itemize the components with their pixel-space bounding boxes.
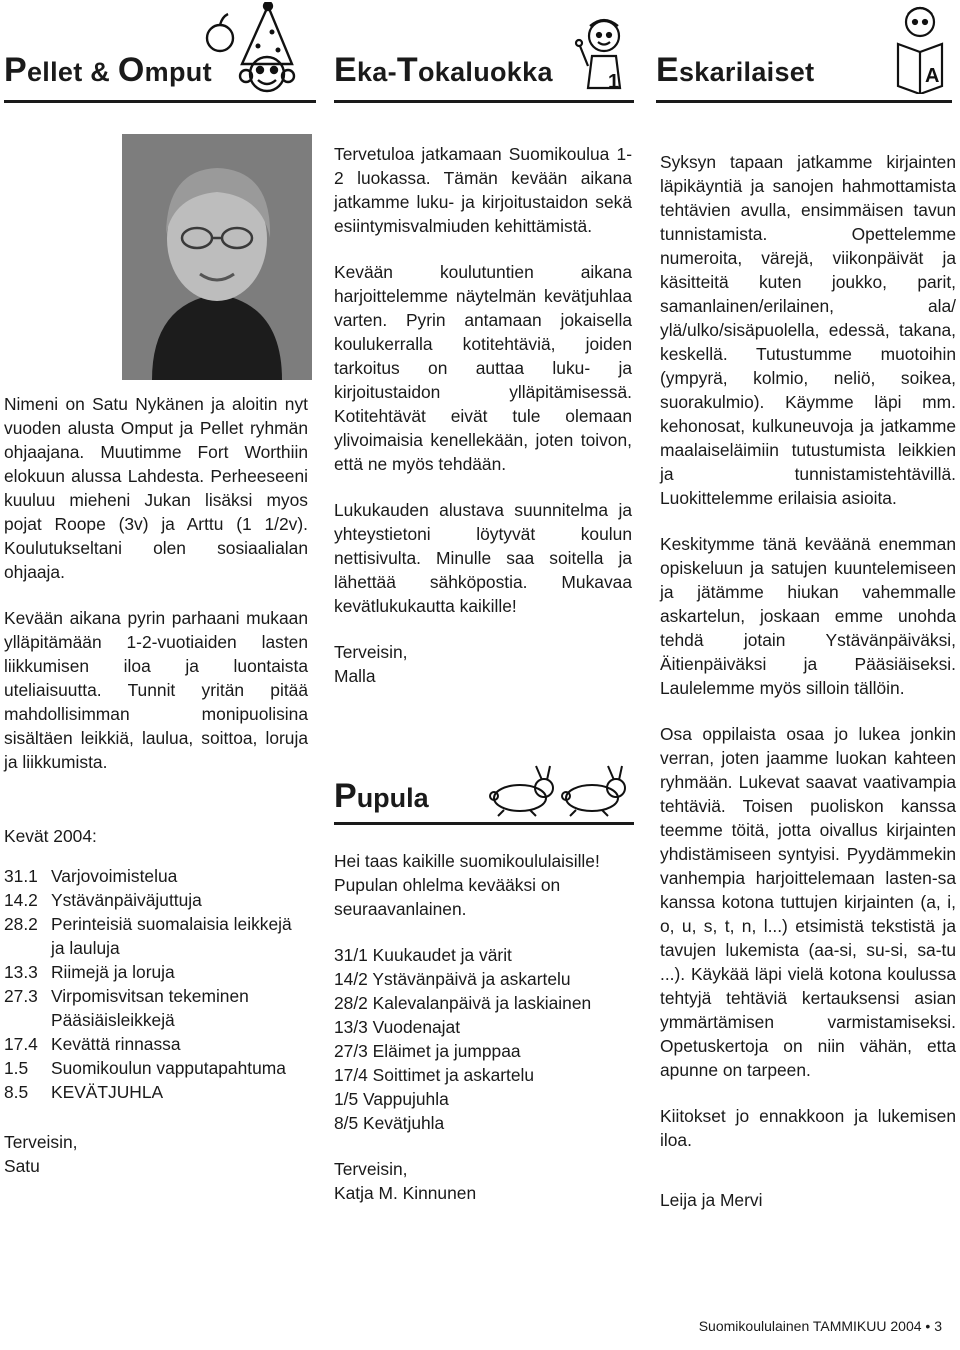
schedule-list (4, 864, 308, 1104)
schedule-date: 8.5 (4, 1082, 29, 1102)
signature: Satu (4, 1156, 40, 1176)
schedule-title: Kevät 2004: (4, 826, 97, 846)
schedule-item (4, 960, 308, 984)
pupula-schedule-list (334, 943, 634, 1135)
pupula-schedule-item: 14/2 Ystävänpäivä ja askartelu (334, 969, 571, 989)
schedule-item (4, 888, 308, 912)
greeting: Terveisin, (334, 642, 408, 662)
author-photo (122, 134, 312, 380)
schedule-date: 28.2 (4, 914, 38, 934)
schedule-date: 31.1 (4, 866, 38, 886)
signature: Leija ja Mervi (660, 1190, 763, 1210)
schedule-activity: Virpomisvitsan tekeminen Pääsiäisleikkejä (51, 986, 249, 1030)
section-title-pupula: Pupula (334, 777, 429, 815)
schedule-item (4, 864, 308, 888)
learning-paragraph: Syksyn tapaan jatkamme kirjainten läpikäyntiä ja sanojen hahmottamista tehtävien avulla, ensimmäisen tavun tunnistamista. Opettelemme numeroita, värejä, viikonpäivät ja käsitteitä kuten joukko, parit, samanlainen/erilainen, ala/ ylä/ulko/sisäpuolella, edessä, takana, keskellä. Tutustumme muotoihin (ympyrä, kolmio, neliö, soikea, suorakulmio). Käymme läpi mm. kehonosat, kulkuneuvoja ja jatkamme maalaiseläimiin tutustumista leikkien ja tunnistamistehtävillä. Luokittelemme erilaisia asioita. (660, 152, 956, 508)
child-reading-book-icon (888, 2, 952, 94)
schedule-item (4, 1080, 308, 1104)
schedule-date: 27.3 (4, 986, 38, 1006)
welcome-paragraph: Tervetuloa jatkamaan Suomikoulua 1-2 luokassa. Tämän kevään aikana jatkamme luku- ja kirjoitustaidon sekä esiintymisvalmiuden kehittämistä. (334, 144, 632, 236)
pupula-schedule-item: 17/4 Soittimet ja askartelu (334, 1065, 535, 1085)
page-footer: Suomikoululainen TAMMIKUU 2004 • 3 (698, 1318, 942, 1334)
pupula-schedule-item: 27/3 Eläimet ja jumppaa (334, 1041, 521, 1061)
schedule-item (4, 984, 308, 1032)
pupula-content (334, 849, 634, 1205)
spring-focus-paragraph: Keskitymme tänä keväänä enemman opiskeluun ja satujen kuuntelemiseen ja jätämme hiukan vahemmalle askartelun, joskaan emme unohda tehdä jotain Ystävänpäiväksi, Äitienpäiväksi ja Pääsiäiseksi. Laulelemme myös silloin tällöin. (660, 534, 956, 698)
schedule-activity: Perinteisiä suomalaisia leikkejä ja lauluja (51, 914, 292, 958)
pupula-intro: Hei taas kaikille suomikoululaisille! Pupulan ohlelma kevääksi on seuraavanlainen. (334, 851, 600, 919)
schedule-activity: Varjovoimistelua (51, 866, 178, 886)
svg-text:1: 1 (608, 71, 620, 93)
pupula-schedule-item: 28/2 Kalevalanpäivä ja laskiainen (334, 993, 592, 1013)
contact-paragraph: Lukukauden alustava suunnitelma ja yhteystietoni löytyvät koulun nettisivulta. Minulle saa soitella ja lähettää sähköpostia. Mukavaa kevätlukukautta kaikille! (334, 500, 632, 616)
schedule-item (4, 1056, 308, 1080)
homework-paragraph: Kevään koulutuntien aikana harjoittelemme näytelmän kevätjuhlaa varten. Pyrin antamaan jokaisella koulukerralla kotitehtäviä, joiden tarkoitus on auttaa luku- ja kirjoitustaidon ylläpitämisessä. Kotitehtävät eivät tule olemaan ylivoimaisia kenellekään, joten toivon, että ne myös tehdään. (334, 262, 632, 474)
pupula-schedule-item: 8/5 Kevätjuhla (334, 1113, 445, 1133)
column-eskarilaiset (660, 150, 956, 1234)
schedule-activity: Ystävänpäiväjuttuja (51, 890, 202, 910)
child-number-one-icon (570, 10, 632, 96)
section-pupula (334, 760, 634, 1227)
header-pupula (334, 760, 634, 825)
pupula-schedule-item: 31/1 Kuukaudet ja värit (334, 945, 512, 965)
schedule-activity: Suomikoulun vapputapahtuma (51, 1058, 286, 1078)
schedule-date: 1.5 (4, 1058, 29, 1078)
column-pellet-omput (4, 392, 308, 1200)
pupula-schedule-item: 13/3 Vuodenajat (334, 1017, 461, 1037)
signature: Malla (334, 666, 376, 686)
section-title-pellet-omput: Pellet & Omput (4, 51, 212, 89)
schedule-item (4, 912, 308, 960)
header-eka-tokaluokka (334, 0, 634, 103)
reading-groups-paragraph: Osa oppilaista osaa jo lukea jonkin verran, joten jaamme luokan kahteen ryhmään. Lukevat saavat vaativampia tehtäviä. Toisen puoliskon kanssa teemme töitä, jotta oivallus kirjainten yhdistämiseen syntyisi. Pyydämmekin vanhempia harjoittelemaan lasten-sa kanssa kotona tuttujen kirjainten (a, i, o, u, s, t, n, l...) etsimistä tekstistä ja tavujen lukemista (aa-si, su-si, sa-tu ...). Käykää läpi vielä kotona koulussa tehtyjä tehtäviä kertauksensi asian ymmärtämisen varmistamiseksi. Opetuskertoja on niin vähän, etta apunne on tarpeen. (660, 724, 956, 1080)
header-eskarilaiset (656, 0, 952, 103)
apple-clown-icon (196, 2, 314, 94)
header-pellet-omput (4, 0, 316, 103)
schedule-item (4, 1032, 308, 1056)
spring-plan-paragraph: Kevään aikana pyrin parhaani mukaan ylläpitämään 1-2-vuotiaiden lasten liikkumisen iloa ja luontaista uteliaisuutta. Tunnit yritän pitää mahdollisimman monipuolisina sisältäen leikkiä, laulua, soittoa, loruja ja liikkumista. (4, 608, 308, 772)
signature: Katja M. Kinnunen (334, 1183, 477, 1203)
schedule-date: 17.4 (4, 1034, 38, 1054)
schedule-activity: Riimejä ja loruja (51, 962, 175, 982)
schedule-activity: Kevättä rinnassa (51, 1034, 181, 1054)
section-title-eka-tokaluokka: Eka-Tokaluokka (334, 51, 553, 89)
thanks-paragraph: Kiitokset jo ennakkoon ja lukemisen iloa. (660, 1106, 956, 1150)
greeting: Terveisin, (334, 1159, 408, 1179)
section-title-eskarilaiset: Eskarilaiset (656, 51, 815, 89)
column-eka-tokaluokka (334, 142, 632, 710)
svg-text:A: A (925, 65, 940, 87)
rabbits-icon (484, 764, 634, 818)
pupula-schedule-item: 1/5 Vappujuhla (334, 1089, 449, 1109)
intro-paragraph: Nimeni on Satu Nykänen ja aloitin nyt vuoden alusta Omput ja Pellet ryhmän ohjaajana. Muutimme Fort Worthiin elokuun alussa Lahdesta. Perheeseeni kuuluu mieheni Jukan lisäksi myos pojat Roope (3v) ja Arttu (1 1/2v). Koulutukseltani olen sosiaalialan ohjaaja. (4, 394, 308, 582)
schedule-date: 13.3 (4, 962, 38, 982)
schedule-activity: KEVÄTJUHLA (51, 1082, 164, 1102)
schedule-date: 14.2 (4, 890, 38, 910)
greeting: Terveisin, (4, 1132, 78, 1152)
